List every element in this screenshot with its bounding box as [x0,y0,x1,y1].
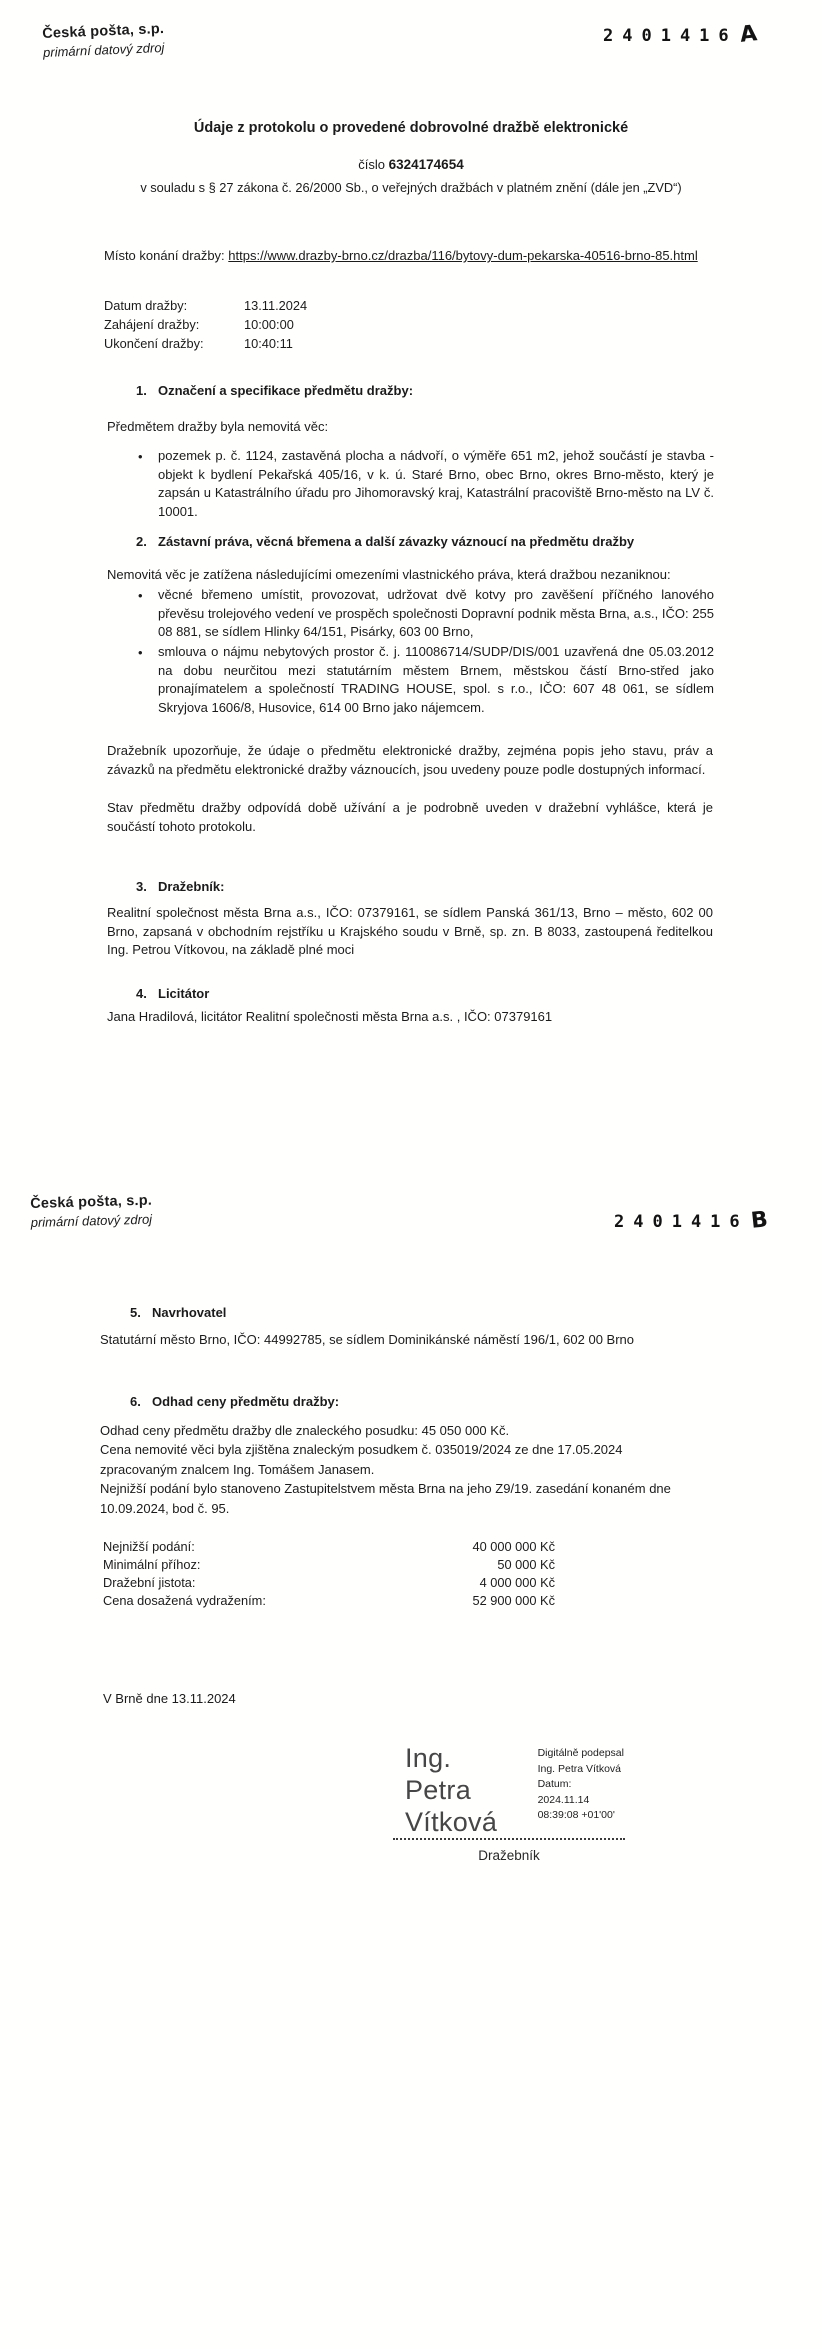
signature-rule [393,1838,625,1840]
bullet-text: smlouva o nájmu nebytových prostor č. j. 110086714/SUDP/DIS/001 uzavřená dne 05.03.2012 na dobu neurčitou mezi statutárním městem Brnem, městskou částí Brno-střed jako pronajímatelem a společností TRADING HOUSE, spol. s r.o., IČO: 607 48 061, se sídlem Skryjova 1606/8, Husovice, 614 00 Brno jako nájemcem. [158,644,714,715]
section5-heading [130,1305,630,1320]
meta-row-start [104,315,307,334]
org-name: Česká pošta, s.p. [30,1192,153,1212]
meta-row-end [104,334,307,353]
law-reference-line: v souladu s § 27 zákona č. 26/2000 Sb., o veřejných dražbách v platném znění (dále jen „ZVD“) [140,180,682,195]
stamp-letter: A [738,21,758,48]
meta-value: 10:00:00 [244,317,294,332]
bullet-dot-icon [138,643,158,717]
meta-row-date [104,296,307,315]
bullet-text: věcné břemeno umístit, provozovat, udržovat dvě kotvy pro zavěšení příčného lanového převěsu trolejového vedení ve prospěch společnosti Dopravní podnik města Brna, a.s., IČO: 255 08 881, se sídlem Hlinky 64/151, Pisárky, 603 00 Brno, [158,587,714,640]
section-number: 4. [136,986,147,1001]
valuation-line: Nejnižší podání bylo stanoveno Zastupitelstvem města Brna na jeho Z9/19. zasedání konaném dne [100,1481,671,1497]
meta-label: Ukončení dražby: [104,336,204,351]
price-row-final-price [103,1592,555,1610]
signature-role-label: Dražebník [478,1848,540,1863]
price-value: 50 000 Kč [497,1557,555,1572]
stamp-number: 2401416 [614,1212,749,1232]
valuation-line: Cena nemovité věci byla zjištěna znaleckým posudkem č. 035019/2024 ze dne 17.05.2024 [100,1442,623,1458]
page1-letterhead [42,21,165,60]
bullet-text: pozemek p. č. 1124, zastavěná plocha a nádvoří, o výměře 651 m2, jehož součástí je stavba - objekt k bydlení Pekařská 405/16, v k. ú. Staré Brno, obec Brno, okres Brno-město, který je zapsán u Katastrálního úřadu pro Jihomoravský kraj, Katastrální pracoviště Brno-město na LV č. 10001. [158,448,714,519]
auctioneer-note-2: Stav předmětu dražby odpovídá době užívání a je podrobně uveden v dražební vyhlášce, která je součástí tohoto protokolu. [107,800,713,834]
document-number: 6324174654 [388,157,464,172]
bullet-dot-icon [138,447,158,521]
price-value: 52 900 000 Kč [472,1593,555,1608]
document-title: Údaje z protokolu o provedené dobrovolné dražbě elektronické [193,120,629,136]
section1-intro: Předmětem dražby byla nemovitá věc: [107,419,329,434]
section-title: Označení a specifikace předmětu dražby: [158,383,414,398]
section-number: 1. [136,383,147,398]
org-tagline: primární datový zdroj [30,1211,153,1230]
venue-line [104,242,710,269]
section-number: 3. [136,879,147,894]
section-title: Navrhovatel [152,1305,227,1320]
signature-detail-line: Digitálně podepsal [537,1747,624,1759]
section2-heading [136,534,736,549]
signature-name-line1: Ing. Petra [405,1743,472,1805]
price-row-min-increment [103,1556,555,1574]
page2-stamp [614,1208,767,1233]
page1-stamp [603,22,757,47]
org-name: Česká pošta, s.p. [42,20,165,42]
price-label: Nejnižší podání: [103,1539,195,1554]
price-label: Minimální příhoz: [103,1557,201,1572]
place-date-line: V Brně dne 13.11.2024 [103,1691,236,1706]
section6-heading [130,1394,630,1409]
section2-bullet-1 [138,586,714,642]
price-row-lowest-bid [103,1538,555,1556]
price-label: Cena dosažená vydražením: [103,1593,266,1608]
signature-details [538,1746,625,1838]
section-title: Zástavní práva, věcná břemena a další závazky váznoucí na předmětu dražby [158,534,635,549]
stamp-number: 2401416 [603,26,738,46]
section2-bullet-2 [138,643,714,717]
stamp-letter: B [749,1207,769,1234]
meta-value: 13.11.2024 [244,298,308,313]
section5-body: Statutární město Brno, IČO: 44992785, se sídlem Dominikánské náměstí 196/1, 602 00 Brno [100,1332,635,1347]
signature-detail-line: 08:39:08 +01'00' [537,1809,615,1821]
signature-detail-line: Datum: 2024.11.14 [537,1778,590,1806]
signature-name [405,1742,524,1838]
document-number-line [61,157,761,172]
venue-url-link[interactable]: https://www.drazby-brno.cz/drazba/116/bytovy-dum-pekarska-40516-brno-85.html [228,248,698,263]
org-tagline: primární datový zdroj [42,39,165,60]
meta-label: Datum dražby: [104,298,188,313]
price-row-deposit [103,1574,555,1592]
signature-block [393,1742,625,1863]
valuation-line: Odhad ceny předmětu dražby dle znaleckého posudku: 45 050 000 Kč. [100,1423,510,1438]
section3-body: Realitní společnost města Brna a.s., IČO: 07379161, se sídlem Panská 361/13, Brno – město, 602 00 Brno, zapsaná v obchodním rejstříku u Krajského soudu v Brně, sp. zn. B 8033, zastoupená ředitelkou Ing. Petrou Vítkovou, na základě plné moci [107,905,713,958]
section2-intro: Nemovitá věc je zatížena následujícími omezeními vlastnického práva, která dražbou nezaniknou: [107,567,671,582]
section6-body [100,1421,720,1518]
price-label: Dražební jistota: [103,1575,196,1590]
signature-detail-line: Ing. Petra Vítková [537,1762,622,1775]
section4-heading [136,986,636,1001]
signature-name-line2: Vítková [405,1807,498,1837]
section-title: Dražebník: [158,879,225,894]
bullet-dot-icon [138,586,158,642]
page2-letterhead [30,1193,153,1230]
section-title: Odhad ceny předmětu dražby: [152,1394,340,1409]
section3-heading [136,879,636,894]
section1-bullet [138,447,714,521]
price-value: 4 000 000 Kč [479,1575,555,1590]
section-number: 6. [130,1394,141,1409]
meta-value: 10:40:11 [244,336,293,351]
auctioneer-note-1: Dražebník upozorňuje, že údaje o předmětu elektronické dražby, zejména popis jeho stavu, práv a závazků na předmětu elektronické dražby váznoucích, jsou uvedeny pouze podle dostupných informací. [107,743,713,777]
section4-body: Jana Hradilová, licitátor Realitní společnosti města Brna a.s. , IČO: 07379161 [107,1009,553,1024]
document-number-label: číslo [358,157,385,172]
section-number: 2. [136,534,147,549]
meta-label: Zahájení dražby: [104,317,200,332]
price-value: 40 000 000 Kč [472,1539,555,1554]
price-table [103,1538,555,1610]
section-number: 5. [130,1305,141,1320]
valuation-line: 10.09.2024, bod č. 95. [100,1500,230,1516]
venue-label: Místo konání dražby: [104,248,225,263]
section1-heading [136,383,716,398]
valuation-line: zpracovaným znalcem Ing. Tomášem Janasem. [100,1461,375,1477]
section-title: Licitátor [158,986,210,1001]
auction-meta [104,296,307,353]
